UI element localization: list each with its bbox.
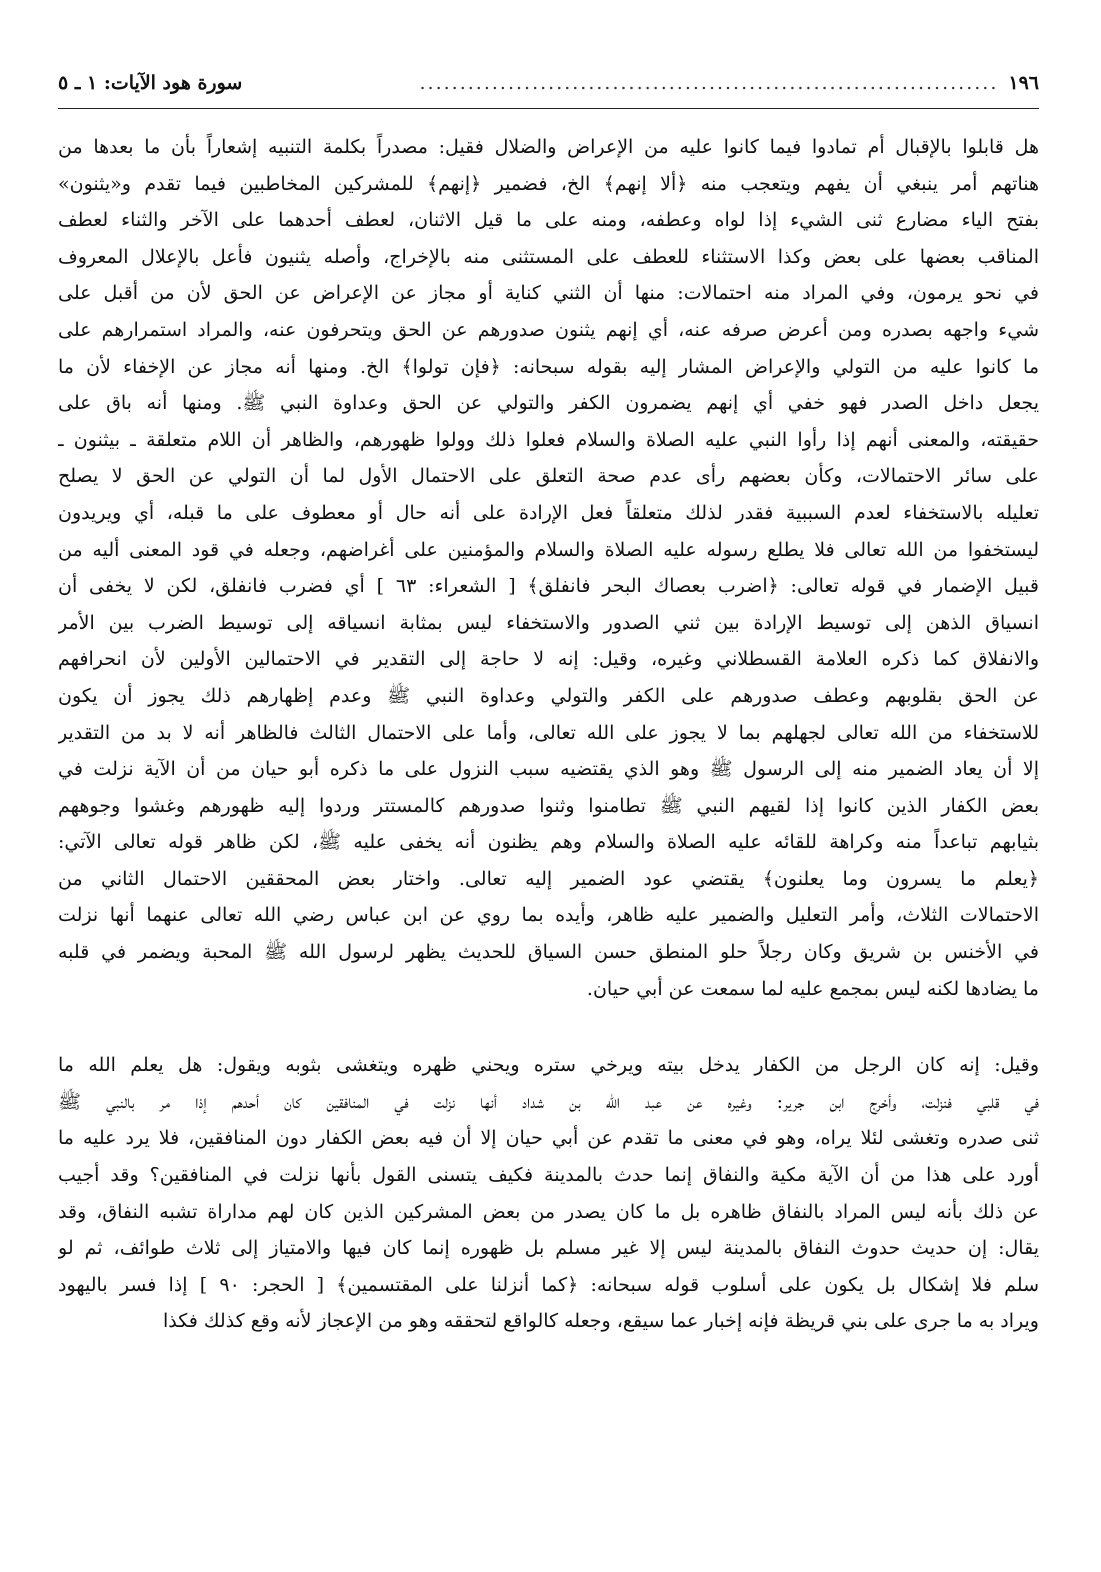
- text-line: المناقب بعضها على بعض وكذا الاستثناء للعطف على المستثنى منه بالإخراج، وأصله يثنيون فأعل بالإعلال المعروف: [58, 245, 1039, 268]
- text-line: ما يضادها لكنه ليس بمجمع عليه لما سمعت عن أبي حيان.: [586, 977, 1039, 1000]
- text-line: شيء واجهه بصدره ومن أعرض صرفه عنه، أي إنهم يثنون صدورهم عن الحق ويتحرفون عنه، والمراد استمرارهم على: [58, 318, 1039, 341]
- text-line: بفتح الياء مضارع ثنى الشيء إذا لواه وعطفه، ومنه على ما قيل الاثنان، لعطف أحدهما على الآخر والثناء لعطف: [58, 209, 1039, 232]
- text-line: ثنى صدره وتغشى لئلا يراه، وهو في معنى ما تقدم عن أبي حيان إلا أن فيه بعض الكفار دون المنافقين، فلا يرد عليه ما: [58, 1127, 1039, 1150]
- text-line: عن الحق بقلوبهم وعطف صدورهم على الكفر والتولي وعداوة النبي ﷺ وعدم إظهارهم ذلك يجوز أن يكون: [58, 684, 1039, 707]
- text-line: في نحو يرمون، وفي المراد منه احتمالات: منها أن الثني كناية أو مجاز عن الإعراض عن الحق لأن من أقبل على: [58, 282, 1039, 305]
- header-rule: [58, 108, 1039, 109]
- text-line: ﴿يعلم ما يسرون وما يعلنون﴾ يقتضي عود الضمير إليه تعالى. واختار بعض المحققين الاحتمال الثاني من: [58, 867, 1039, 890]
- text-line: حقيقته، والمعنى أنهم إذا رأوا النبي عليه الصلاة والسلام فعلوا ذلك وولوا ظهورهم، والظاهر أن اللام متعلقة ـ بيثنون ـ: [58, 428, 1039, 451]
- paragraph-1: [58, 129, 1039, 1007]
- text-line: ويراد به ما جرى على بني قريظة فإنه إخبار عما سيقع، وجعله كالواقع لتحققه وهو من الإعجاز لأنه وقع كذلك فكذا: [163, 1310, 1039, 1333]
- text-line: انسياق الذهن إلى توسيط الإرادة بين ثني الصدور والاستخفاء ليس بمثابة انسياقه إلى توسيط الضرب بين الأمر: [58, 611, 1039, 634]
- text-line: يجعل داخل الصدر فهو خفي أي إنهم يضمرون الكفر والتولي عن الحق وعداوة النبي ﷺ. ومنها أنه باق على: [58, 392, 1039, 415]
- text-line: إلا أن يعاد الضمير منه إلى الرسول ﷺ وهو الذي يقتضيه سبب النزول على ما ذكره أبو حيان من أن الآية نزلت في: [58, 758, 1039, 781]
- text-line: هل قابلوا بالإقبال أم تمادوا فيما كانوا عليه من الإعراض والضلال فقيل: مصدراً بكلمة التنبيه إشعاراً بأن ما بعدها من: [58, 136, 1039, 158]
- text-line: تعليله بالاستخفاء لعدم السببية فقدر لذلك متعلقاً فعل الإرادة على أنه حال أو معطوف على ما قبله، أي ويريدون: [58, 501, 1039, 524]
- text-line: بثيابهم تباعداً منه وكراهة للقائه عليه الصلاة والسلام وهم يظنون أنه يخفى عليه ﷺ، لكن ظاهر قوله تعالى الآتي:: [58, 831, 1039, 854]
- text-line: يقال: إن حديث حدوث النفاق بالمدينة ليس إلا غير مسلم بل ظهوره إنما كان فيها والامتياز إلى ثلاث طوائف، ثم لو: [58, 1237, 1039, 1260]
- paragraph-2: [58, 1047, 1039, 1340]
- leader-dots: ........................................................................: [419, 72, 999, 94]
- text-line: على سائر الاحتمالات، وكأن بعضهم رأى عدم صحة التعلق على الاحتمال الأول لما أن التولي عن الحق لا يصلح: [58, 465, 1039, 488]
- page-number: ١٩٦: [1008, 72, 1039, 94]
- text-line: وقيل: إنه كان الرجل من الكفار يدخل بيته ويرخي ستره ويحني ظهره ويتغشى بثوبه ويقول: هل يعلم الله ما: [58, 1054, 1039, 1077]
- text-line: بعض الكفار الذين كانوا إذا لقيهم النبي ﷺ تطامنوا وثنوا صدورهم كالمستتر وردوا إليه ظهورهم وغشوا وجوههم: [58, 794, 1039, 817]
- text-line: قبيل الإضمار في قوله تعالى: ﴿اضرب بعصاك البحر فانفلق﴾ [ الشعراء: ٦٣ ] أي فضرب فانفلق، لكن لا يخفى أن: [58, 575, 1039, 598]
- text-line: ما كانوا عليه من التولي والإعراض المشار إليه بقوله سبحانه: ﴿فإن تولوا﴾ الخ. ومنها أنه مجاز عن الإخفاء لأن ما: [58, 355, 1039, 378]
- text-line: والانفلاق كما ذكره العلامة القسطلاني وغيره، وقيل: إنه لا حاجة إلى التقدير في الاحتمالين الأولين لأن انحرافهم: [58, 648, 1039, 671]
- text-line: في الأخنس بن شريق وكان رجلاً حلو المنطق حسن السياق للحديث يظهر لرسول الله ﷺ المحبة ويضمر في قلبه: [58, 941, 1039, 964]
- text-line: في قلبي فنزلت، وأخرج ابن جرير: وغيره عن عبد الله بن شداد أنها نزلت في المنافقين كان أحدهم إذا مر بالنبي ﷺ: [58, 1090, 1039, 1113]
- text-line: للاستخفاء من الله تعالى لجهلهم بما لا يجوز على الله تعالى، وأما على الاحتمال الثالث فالظاهر أنه لا بد من التقدير: [58, 721, 1039, 744]
- text-line: أورد على هذا من أن الآية مكية والنفاق إنما حدث بالمدينة فكيف يتسنى القول بأنها نزلت في المنافقين؟ وقد أجيب: [58, 1164, 1039, 1187]
- text-line: عن ذلك بأنه ليس المراد بالنفاق ظاهره بل ما كان يصدر من بعض المشركين الذين كان لهم مداراة تشبه النفاق، وقد: [58, 1200, 1039, 1223]
- text-line: سلم فلا إشكال بل يكون على أسلوب قوله سبحانه: ﴿كما أنزلنا على المقتسمين﴾ [ الحجر: ٩٠ ] إذا فسر باليهود: [58, 1273, 1039, 1296]
- page-header: [58, 72, 1039, 106]
- text-line: هناتهم أمر ينبغي أن يفهم ويتعجب منه ﴿ألا إنهم﴾ الخ، فضمير ﴿إنهم﴾ للمشركين المخاطبين فيما تقدم و«يثنون»: [58, 172, 1039, 195]
- running-title: سورة هود الآيات: ١ ـ ٥: [58, 72, 243, 94]
- text-line: ليستخفوا من الله تعالى فلا يطلع رسوله عليه الصلاة والسلام والمؤمنين على أغراضهم، وجعله في قود المعنى أليه من: [58, 538, 1039, 561]
- text-line: الاحتمالات الثلاث، وأمر التعليل والضمير عليه ظاهر، وأيده بما روي عن ابن عباس رضي الله تعالى عنهما أنها نزلت: [58, 904, 1039, 927]
